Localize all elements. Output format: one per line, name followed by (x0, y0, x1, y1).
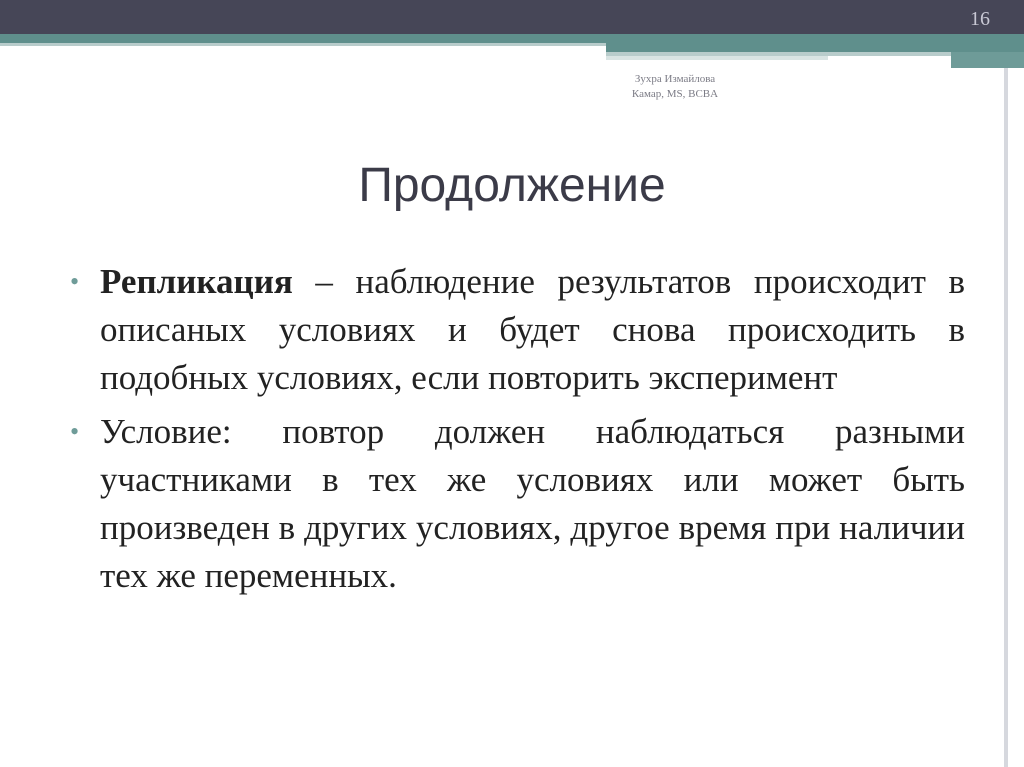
header-accent-band (0, 34, 1024, 43)
slide-number: 16 (970, 8, 990, 30)
bullet-text: Условие: повтор должен наблюдаться разными участниками в тех же условиях или может быть произведен в других условиях, другое время при наличии тех же переменных. (100, 412, 965, 595)
slide-title: Продолжение (358, 159, 666, 212)
bullet-term: Репликация (100, 262, 293, 301)
header-band (0, 0, 1024, 34)
author-credit (600, 72, 750, 102)
author-name: Зухра Измайлова (634, 73, 716, 85)
corner-accent (951, 52, 1024, 68)
header-right-band (606, 43, 1024, 52)
bullet-text: – наблюдение результатов происходит в описаных условиях и будет снова происходить в подобных условиях, если повторить эксперимент (100, 262, 965, 397)
bullet-dot-icon: • (70, 417, 80, 446)
bullet-dot-icon: • (70, 267, 80, 296)
bullet-item-condition (70, 408, 965, 600)
bullet-list (70, 258, 965, 600)
header-right-stripe-light (606, 56, 828, 60)
bullet-item-replication (70, 258, 965, 402)
author-credentials: Камар, MS, BCBA (631, 88, 719, 100)
header-thin-line (0, 43, 606, 46)
